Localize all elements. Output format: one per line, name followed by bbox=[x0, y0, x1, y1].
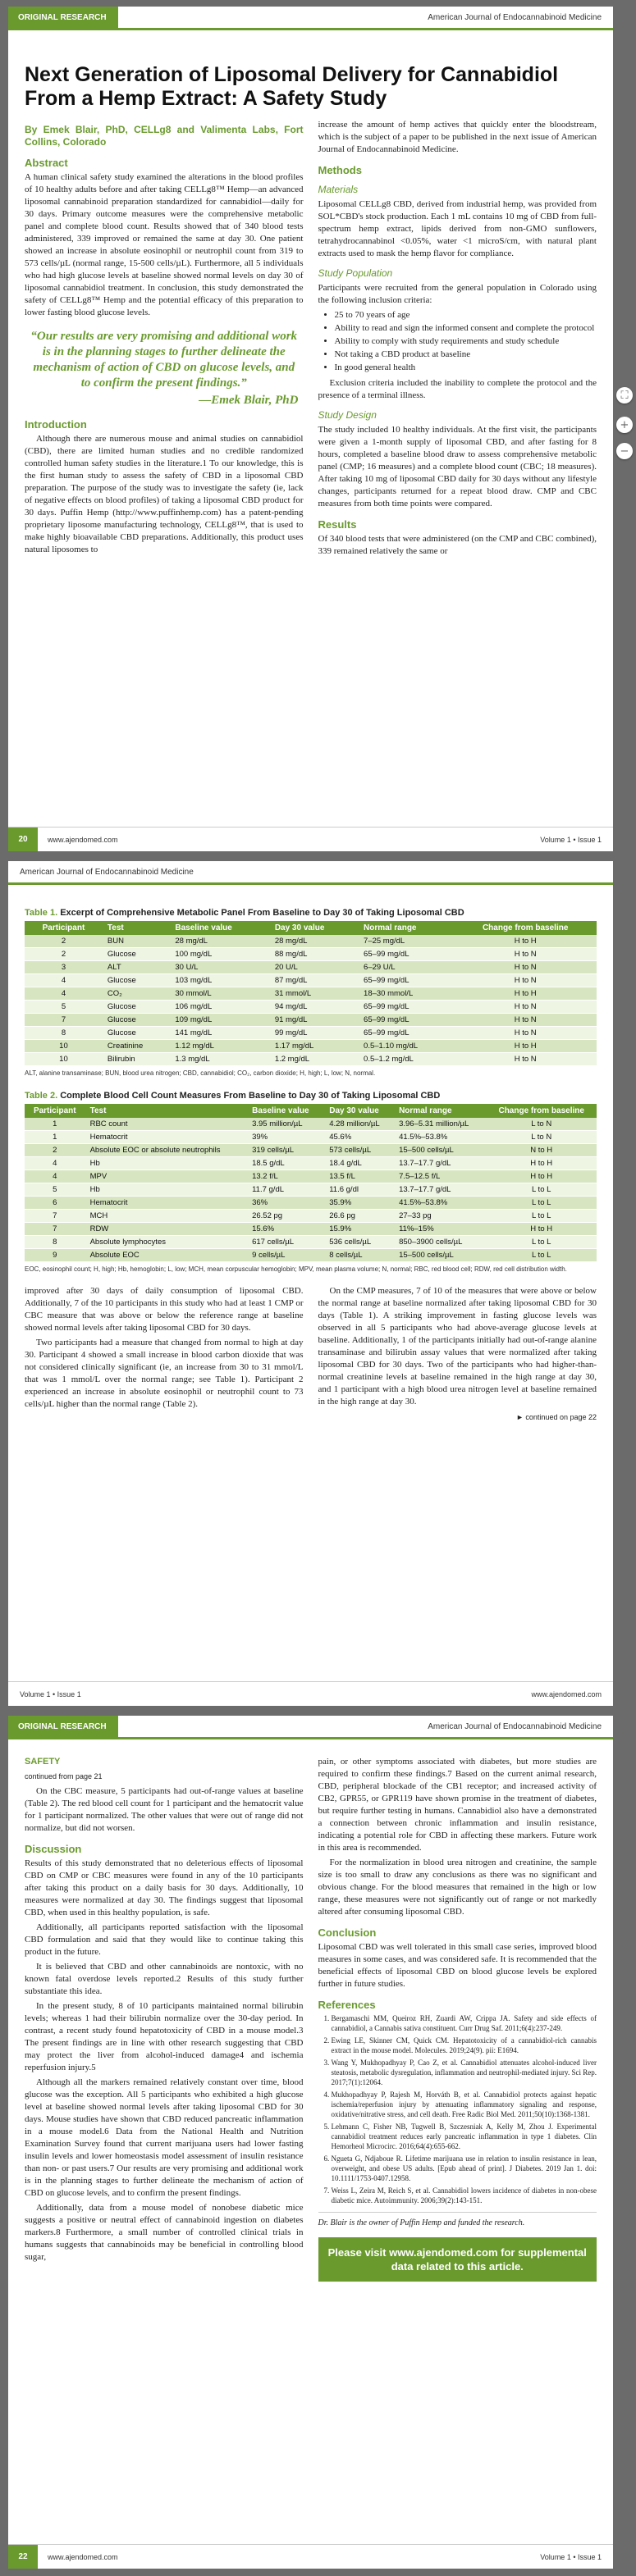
table-cell: 1.3 mg/dL bbox=[170, 1053, 269, 1066]
table-row bbox=[25, 1236, 597, 1249]
table1-label: Table 1. bbox=[25, 908, 58, 918]
table-row bbox=[25, 948, 597, 961]
table-cell: 4 bbox=[25, 1170, 85, 1183]
table-cell: 2 bbox=[25, 1144, 85, 1157]
table-cell: 26.52 pg bbox=[247, 1210, 324, 1223]
table-cell: 1.17 mg/dL bbox=[270, 1040, 359, 1053]
table-cell: 5 bbox=[25, 1001, 103, 1014]
results-continued: improved after 30 days of daily consumption of liposomal CBD. Additionally, 7 of the 10 participants in this study who had at least 1 CMP or CBC measure that was above or below the reference range at baseline showed normal levels after taking liposomal CBD for 30 days. bbox=[25, 1286, 304, 1333]
table-cell: 11%–15% bbox=[394, 1223, 486, 1236]
table-cell: 65–99 mg/dL bbox=[359, 1014, 454, 1027]
page-footer bbox=[8, 827, 613, 851]
table-cell: 11.6 g/dl bbox=[324, 1183, 394, 1197]
table-cell: 30 mmol/L bbox=[170, 987, 269, 1001]
left-column bbox=[25, 1285, 304, 1424]
right-column bbox=[318, 1285, 597, 1424]
inclusion-criteria-list bbox=[318, 309, 597, 374]
table-cell: 35.9% bbox=[324, 1197, 394, 1210]
page-20 bbox=[8, 7, 613, 851]
study-design-heading: Study Design bbox=[318, 409, 377, 421]
references-heading: References bbox=[318, 1999, 376, 2011]
discussion-p6: Additionally, data from a mouse model of nonobese diabetic mice suggests a positive or neutral effect of cannabinoid ingestion on diabetes markers.8 Furthermore, a small number of controlled clinical trials in humans suggests that cannabinoids may be beneficial in controlling blood sugar, bbox=[25, 2203, 304, 2262]
table-cell: 13.7–17.7 g/dL bbox=[394, 1157, 486, 1170]
table-cell: ALT bbox=[103, 961, 170, 974]
table2-caption bbox=[25, 1091, 597, 1101]
table-cell: H to H bbox=[486, 1223, 597, 1236]
table-cell: 9 cells/µL bbox=[247, 1249, 324, 1262]
list-item: • 25 to 70 years of age bbox=[335, 309, 597, 321]
results-heading: Results bbox=[318, 518, 357, 531]
table-row bbox=[25, 1183, 597, 1197]
methods-heading: Methods bbox=[318, 164, 362, 176]
table-row bbox=[25, 1210, 597, 1223]
table-cell: 11.7 g/dL bbox=[247, 1183, 324, 1197]
table-cell: RBC count bbox=[85, 1118, 248, 1131]
pull-quote-author: —Emek Blair, PhD bbox=[199, 394, 299, 407]
table-cell: 18.4 g/dL bbox=[324, 1157, 394, 1170]
table-cell: 0.5–1.10 mg/dL bbox=[359, 1040, 454, 1053]
table-cell: Glucose bbox=[103, 948, 170, 961]
list-item: • In good general health bbox=[335, 362, 597, 374]
discussion-p7: For the normalization in blood urea nitrogen and creatinine, the sample size is too small to draw any conclusions as there was no significant and obvious change. For the blood measures that remained in the high or low range, these measures were not significantly out of range or not markedly altered after consuming liposomal CBD. bbox=[318, 1858, 597, 1917]
table-cell: 20 U/L bbox=[270, 961, 359, 974]
table-cell: H to N bbox=[454, 961, 597, 974]
article-title: Next Generation of Liposomal Delivery for Cannabidiol From a Hemp Extract: A Safety Study bbox=[25, 63, 559, 110]
table-cell: H to N bbox=[454, 1027, 597, 1040]
table-cell: 28 mg/dL bbox=[170, 935, 269, 948]
table-cell: 15–500 cells/µL bbox=[394, 1144, 486, 1157]
table-cell: H to H bbox=[454, 935, 597, 948]
table-cell: Hematocrit bbox=[85, 1131, 248, 1144]
table-cell: H to H bbox=[486, 1170, 597, 1183]
table-cell: L to L bbox=[486, 1236, 597, 1249]
column-header: Baseline value bbox=[247, 1104, 324, 1118]
table-cell: L to L bbox=[486, 1210, 597, 1223]
introduction-heading: Introduction bbox=[25, 418, 87, 431]
table-cell: L to L bbox=[486, 1249, 597, 1262]
table-cell: RDW bbox=[85, 1223, 248, 1236]
table-cell: 30 U/L bbox=[170, 961, 269, 974]
table-cell: 9 bbox=[25, 1249, 85, 1262]
table-cell: 28 mg/dL bbox=[270, 935, 359, 948]
blood-count-table bbox=[25, 1104, 597, 1262]
table-cell: 27–33 pg bbox=[394, 1210, 486, 1223]
table-cell: L to L bbox=[486, 1197, 597, 1210]
table2-title: Complete Blood Cell Count Measures From Baseline to Day 30 of Taking Liposomal CBD bbox=[60, 1091, 441, 1101]
column-header: Day 30 value bbox=[324, 1104, 394, 1118]
table-row bbox=[25, 1001, 597, 1014]
table-cell: Absolute lymphocytes bbox=[85, 1236, 248, 1249]
pull-quote bbox=[30, 329, 299, 408]
page-number: 20 bbox=[8, 828, 38, 852]
left-column bbox=[25, 1756, 304, 2282]
table-cell: MPV bbox=[85, 1170, 248, 1183]
section-badge: ORIGINAL RESEARCH bbox=[8, 7, 118, 28]
table-cell: 15.9% bbox=[324, 1223, 394, 1236]
column-header: Day 30 value bbox=[270, 921, 359, 935]
table-row bbox=[25, 1053, 597, 1066]
list-item: • Not taking a CBD product at baseline bbox=[335, 349, 597, 361]
table-cell: H to N bbox=[454, 1014, 597, 1027]
discussion-p5: Although all the markers remained relatively constant over time, blood glucose was the exception. All 5 participants who exhibited a high glucose level at baseline showed normal levels after taking liposomal CBD for 30 days. Mouse studies have shown that CBD reduced pancreatic inflammation in a mouse model.6 Data from the National Health and Nutrition Examination Survey found that current marijuana users had lower fasting insulin levels and lower homeostasis model assessment of insulin resistance than non- or past users.7 Our results are very promising and additional work is in the planning stages to further delineate the mechanism of action of CBD on glucose levels, and to confirm the present findings. bbox=[25, 2077, 304, 2198]
table-cell: 7 bbox=[25, 1210, 85, 1223]
page-header bbox=[8, 7, 613, 28]
table-cell: 8 bbox=[25, 1027, 103, 1040]
fit-page-button[interactable]: ⛶ bbox=[616, 387, 633, 403]
continued-from: continued from page 21 bbox=[25, 1772, 103, 1780]
table-cell: 5 bbox=[25, 1183, 85, 1197]
intro-continued: increase the amount of hemp actives that quickly enter the bloodstream, which is the subject of a paper to be published in the next issue of American Journal of Endocannabinoid Medicine. bbox=[318, 120, 597, 154]
table-cell: 31 mmol/L bbox=[270, 987, 359, 1001]
references-list bbox=[318, 2013, 597, 2205]
table-cell: 4.28 million/µL bbox=[324, 1118, 394, 1131]
table-cell: 8 cells/µL bbox=[324, 1249, 394, 1262]
funding-note: Dr. Blair is the owner of Puffin Hemp and funded the research. bbox=[318, 2212, 597, 2229]
table-cell: H to N bbox=[454, 1001, 597, 1014]
table-cell: 91 mg/dL bbox=[270, 1014, 359, 1027]
column-header: Test bbox=[85, 1104, 248, 1118]
table-cell: 10 bbox=[25, 1053, 103, 1066]
left-column bbox=[25, 119, 304, 560]
table-cell: Glucose bbox=[103, 1014, 170, 1027]
journal-name: American Journal of Endocannabinoid Medicine bbox=[20, 867, 194, 877]
table-cell: 41.5%–53.8% bbox=[394, 1131, 486, 1144]
table-cell: 65–99 mg/dL bbox=[359, 948, 454, 961]
journal-name: American Journal of Endocannabinoid Medicine bbox=[428, 1721, 602, 1731]
footer-volume: Volume 1 • Issue 1 bbox=[540, 2552, 602, 2561]
table-row bbox=[25, 1040, 597, 1053]
continued-note: ► continued on page 22 bbox=[516, 1413, 597, 1421]
table-cell: 15–500 cells/µL bbox=[394, 1249, 486, 1262]
table-cell: Hb bbox=[85, 1183, 248, 1197]
column-header: Participant bbox=[25, 921, 103, 935]
table-cell: 109 mg/dL bbox=[170, 1014, 269, 1027]
table-row bbox=[25, 1170, 597, 1183]
table-cell: 7.5–12.5 f/L bbox=[394, 1170, 486, 1183]
table-cell: 65–99 mg/dL bbox=[359, 1001, 454, 1014]
table-row bbox=[25, 1144, 597, 1157]
table-cell: 100 mg/dL bbox=[170, 948, 269, 961]
footer-volume: Volume 1 • Issue 1 bbox=[20, 1689, 81, 1698]
table-cell: 1.12 mg/dL bbox=[170, 1040, 269, 1053]
page-number: 22 bbox=[8, 2545, 38, 2569]
results-text: Of 340 blood tests that were administered (on the CMP and CBC combined), 339 remained relatively the same or bbox=[318, 534, 597, 556]
table-cell: 39% bbox=[247, 1131, 324, 1144]
table-cell: 850–3900 cells/µL bbox=[394, 1236, 486, 1249]
table-cell: 88 mg/dL bbox=[270, 948, 359, 961]
table-row bbox=[25, 1223, 597, 1236]
discussion-p1: Results of this study demonstrated that no deleterious effects of liposomal CBD on CMP or CBC measures were found in any of the 10 participants after taking this product on a daily basis for 30 days. Additionally, 10 measures were normalized at day 30. The findings suggest that liposomal CBD, when used in this healthy population, is safe. bbox=[25, 1858, 304, 1917]
right-column bbox=[318, 1756, 597, 2282]
study-population-text: Participants were recruited from the general population in Colorado using the following inclusion criteria: bbox=[318, 283, 597, 305]
cbc-results: On the CBC measure, 5 participants had out-of-range values at baseline (Table 2). The red blood cell count for 1 participant and the hematocrit value for 1 participant normalized. The other values that were out of range did not normalize, but did not worsen. bbox=[25, 1786, 304, 1833]
discussion-p2: Additionally, all participants reported satisfaction with the liposomal CBD formulation and said that they would like to continue taking this product in the future. bbox=[25, 1922, 304, 1957]
table-cell: 13.7–17.7 g/dL bbox=[394, 1183, 486, 1197]
table-cell: 106 mg/dL bbox=[170, 1001, 269, 1014]
table-cell: H to N bbox=[454, 1053, 597, 1066]
table1-caption bbox=[25, 908, 597, 918]
table-cell: 41.5%–53.8% bbox=[394, 1197, 486, 1210]
table-cell: 15.6% bbox=[247, 1223, 324, 1236]
continued-text: continued on page 22 bbox=[525, 1413, 597, 1421]
table-cell: 4 bbox=[25, 1157, 85, 1170]
column-header: Baseline value bbox=[170, 921, 269, 935]
table-cell: Glucose bbox=[103, 1001, 170, 1014]
table-cell: 45.6% bbox=[324, 1131, 394, 1144]
discussion-continued: pain, or other symptoms associated with diabetes, but more studies are required to confirm these findings.7 Based on the current animal research, CBD, peripheral blockade of the CB1 receptor; and increased activity of CB2, GPR55, or GPR119 have shown promise in the treatment of diabetes, but require further testing in humans. Cannabidiol also have a demonstrated a connection between chronic inflammation and insulin resistance, indicating a potential role for CBD in affecting these markers. Future work in this area is recommended. bbox=[318, 1757, 597, 1853]
table-cell: 4 bbox=[25, 974, 103, 987]
table-row bbox=[25, 1014, 597, 1027]
table-row bbox=[25, 961, 597, 974]
table-cell: L to N bbox=[486, 1131, 597, 1144]
cmp-results: On the CMP measures, 7 of 10 of the measures that were above or below the normal range at baseline normalized after taking liposomal CBD for 30 days (Table 1). A striking improvement in fasting glucose levels was observed in all 5 participants who had above-average glucose levels at baseline. Additionally, 1 of the participants initially had out-of-range alanine transaminase and bilirubin assay values that were normalized after taking liposomal CBD for 30 days. Two of the participants who had higher-than-normal creatinine levels at baseline remained in the high range at day 30, and 1 participant with a high blood urea nitrogen level at baseline remained in the high range at day 30. bbox=[318, 1286, 597, 1407]
table-cell: 3.96–5.31 million/µL bbox=[394, 1118, 486, 1131]
table2-label: Table 2. bbox=[25, 1091, 58, 1101]
study-design-text: The study included 10 healthy individuals. At the first visit, the participants were given a 1-month supply of liposomal CBD, and after fasting for 8 hours, completed a baseline blood draw to assess comprehensive metabolic panel (CMP; 16 measures) and a complete blood count (CBC; 18 measures). After taking 10 mg of liposomal CBD daily for 30 days without any lifestyle changes, participants returned for a repeat blood draw. CMP and CBC measures from both time points were compared. bbox=[318, 425, 597, 508]
table-cell: Bilirubin bbox=[103, 1053, 170, 1066]
table-cell: 18.5 g/dL bbox=[247, 1157, 324, 1170]
table-cell: 1.2 mg/dL bbox=[270, 1053, 359, 1066]
table-cell: Absolute EOC bbox=[85, 1249, 248, 1262]
introduction-text: Although there are numerous mouse and animal studies on cannabidiol (CBD), there are limited human studies and no credible randomized controlled human safety studies in the literature.1 To our knowledge, this is the first human study to assess the safety of CBD in a liposomal CBD preparation. The purpose of the study was to investigate the safety (ie, lack of negative effects on blood profiles) of taking a liposomal CBD product for 30 days. Puffin Hemp (http://www.puffinhemp.com) has a patent-pending proprietary liposome manufacturing technology, CELLg8™, that is used to make highly bioavailable CBD preparations. Additionally, this product uses natural liposomes to bbox=[25, 434, 304, 554]
safety-heading: SAFETY bbox=[25, 1757, 61, 1767]
exclusion-text: Exclusion criteria included the inability to complete the protocol and the presence of a terminal illness. bbox=[318, 378, 597, 400]
table-cell: 36% bbox=[247, 1197, 324, 1210]
page-header bbox=[8, 861, 613, 882]
header-rule bbox=[8, 1737, 613, 1739]
table-cell: 65–99 mg/dL bbox=[359, 1027, 454, 1040]
table-cell: 99 mg/dL bbox=[270, 1027, 359, 1040]
reference-item: 3. Wang Y, Mukhopadhyay P, Cao Z, et al. Cannabidiol attenuates alcohol-induced liver steatosis, metabolic dysregulation, inflammation and neutrophil-mediated injury. Sci Rep. 2017;7(1):12064. bbox=[332, 2058, 597, 2087]
table-cell: 7 bbox=[25, 1223, 85, 1236]
column-header: Normal range bbox=[394, 1104, 486, 1118]
table-row bbox=[25, 1131, 597, 1144]
table-row bbox=[25, 935, 597, 948]
abstract-text: A human clinical safety study examined the alterations in the blood profiles of 10 healthy adults before and after taking CELLg8™ Hemp—an advanced liposomal cannabinoid preparation standardized for cannabidiol—daily for 30 days. Primary outcome measures were the comprehensive metabolic panel and complete blood count. Results showed that of 340 blood tests administered, 339 improved or remained the same at day 30. One patient showed an increase in absolute eosinophil or neutrophil count from 319 to 573 cells/µL (normal range, 15-500 cells/µL). Furthermore, all 5 individuals who had high glucose levels at baseline showed normal levels on day 30 of liposomal cannabidiol treatment. In conclusion, this study demonstrated the safety of CELLg8™ Hemp and the potential efficacy of this preparation to lower fasting blood glucose levels. bbox=[25, 172, 304, 317]
table-cell: 536 cells/µL bbox=[324, 1236, 394, 1249]
table-cell: Glucose bbox=[103, 974, 170, 987]
table-cell: 1 bbox=[25, 1118, 85, 1131]
table-row bbox=[25, 1197, 597, 1210]
page-22 bbox=[8, 1716, 613, 2569]
reference-item: 2. Ewing LE, Skinner CM, Quick CM. Hepatotoxicity of a cannabidiol-rich cannabis extract in the mouse model. Molecules. 2019;24(9). pii: E1694. bbox=[332, 2036, 597, 2055]
discussion-p3: It is believed that CBD and other cannabinoids are nontoxic, with no known fatal overdose levels reported.2 Results of this study further substantiate this idea. bbox=[25, 1962, 304, 1996]
table-cell: Glucose bbox=[103, 1027, 170, 1040]
table-cell: 6 bbox=[25, 1197, 85, 1210]
table-cell: 7–25 mg/dL bbox=[359, 935, 454, 948]
right-column bbox=[318, 119, 597, 560]
table-cell: 4 bbox=[25, 987, 103, 1001]
table-cell: 3.95 million/µL bbox=[247, 1118, 324, 1131]
table-cell: H to H bbox=[454, 1040, 597, 1053]
table1-footnote: ALT, alanine transaminase; BUN, blood urea nitrogen; CBD, cannabidiol; CO₂, carbon dioxide; H, high; L, low; N, normal. bbox=[25, 1069, 376, 1077]
table-cell: 2 bbox=[25, 935, 103, 948]
table-cell: L to L bbox=[486, 1183, 597, 1197]
column-header: Change from baseline bbox=[454, 921, 597, 935]
table-row bbox=[25, 1027, 597, 1040]
page-21 bbox=[8, 861, 613, 1706]
page-footer bbox=[8, 1681, 613, 1706]
table-cell: 617 cells/µL bbox=[247, 1236, 324, 1249]
abstract-heading: Abstract bbox=[25, 157, 68, 169]
table-cell: 141 mg/dL bbox=[170, 1027, 269, 1040]
footer-url[interactable]: www.ajendomed.com bbox=[48, 835, 118, 844]
table-cell: MCH bbox=[85, 1210, 248, 1223]
table-cell: 13.2 f/L bbox=[247, 1170, 324, 1183]
table-cell: L to N bbox=[486, 1118, 597, 1131]
table2-footnote: EOC, eosinophil count; H, high; Hb, hemoglobin; L, low; MCH, mean corpuscular hemoglobin; MPV, mean plasma volume; N, normal; RBC, red blood cell; RDW, red cell distribution width. bbox=[25, 1265, 567, 1273]
table-cell: Absolute EOC or absolute neutrophils bbox=[85, 1144, 248, 1157]
materials-heading: Materials bbox=[318, 184, 359, 195]
table-row bbox=[25, 1157, 597, 1170]
study-population-heading: Study Population bbox=[318, 267, 393, 279]
table-cell: 3 bbox=[25, 961, 103, 974]
table-cell: Creatinine bbox=[103, 1040, 170, 1053]
footer-url[interactable]: www.ajendomed.com bbox=[531, 1689, 602, 1698]
table-cell: Hematocrit bbox=[85, 1197, 248, 1210]
reference-item: 7. Weiss L, Zeira M, Reich S, et al. Cannabidiol lowers incidence of diabetes in non-obese diabetic mice. Autoimmunity. 2006;39(2):143-151. bbox=[332, 2186, 597, 2205]
page-footer bbox=[8, 2544, 613, 2569]
table-cell: 0.5–1.2 mg/dL bbox=[359, 1053, 454, 1066]
table-cell: 7 bbox=[25, 1014, 103, 1027]
table-cell: 65–99 mg/dL bbox=[359, 974, 454, 987]
table-cell: 8 bbox=[25, 1236, 85, 1249]
table-cell: 319 cells/µL bbox=[247, 1144, 324, 1157]
table-cell: 18–30 mmol/L bbox=[359, 987, 454, 1001]
reference-item: 5. Lehmann C, Fisher NB, Tugwell B, Szczesniak A, Kelly M, Zhou J. Experimental cannabidiol treatment reduces early pancreatic inflammation in type 1 diabetes. Clin Hemorheol Microcirc. 2016;64(4):655-662. bbox=[332, 2122, 597, 2151]
author-byline: By Emek Blair, PhD, CELLg8 and Valimenta Labs, Fort Collins, Colorado bbox=[25, 124, 304, 148]
table-cell: 94 mg/dL bbox=[270, 1001, 359, 1014]
supplemental-data-banner[interactable]: Please visit www.ajendomed.com for supplemental data related to this article. bbox=[318, 2237, 597, 2282]
reference-item: 4. Mukhopadhyay P, Rajesh M, Horváth B, et al. Cannabidiol protects against hepatic ischemia/reperfusion injury by attenuating inflammatory signaling and response, oxidative/nitrative stress, and cell death. Free Radic Biol Med. 2011;50(10):1368-1381. bbox=[332, 2090, 597, 2119]
table-cell: CO₂ bbox=[103, 987, 170, 1001]
discussion-p4: In the present study, 8 of 10 participants maintained normal bilirubin levels; whereas 1 had their bilirubin normalize over the 30-day period. In contrast, a recent study found hepatotoxicity of CBD in a mouse model.3 The present findings are in line with other research suggesting that CBD may protect the liver from alcohol-induced damage4 and ischemia reperfusion injury.5 bbox=[25, 2001, 304, 2072]
column-header: Participant bbox=[25, 1104, 85, 1118]
table1-title: Excerpt of Comprehensive Metabolic Panel From Baseline to Day 30 of Taking Liposomal CBD bbox=[60, 908, 464, 918]
table-cell: 2 bbox=[25, 948, 103, 961]
list-item: • Ability to comply with study requirements and study schedule bbox=[335, 335, 597, 348]
list-item: • Ability to read and sign the informed consent and complete the protocol bbox=[335, 322, 597, 335]
table-cell: BUN bbox=[103, 935, 170, 948]
header-rule bbox=[8, 882, 613, 885]
table-cell: 573 cells/µL bbox=[324, 1144, 394, 1157]
zoom-out-button[interactable]: − bbox=[616, 443, 633, 459]
table-row bbox=[25, 1118, 597, 1131]
discussion-heading: Discussion bbox=[25, 1843, 82, 1855]
table-cell: H to H bbox=[486, 1157, 597, 1170]
column-header: Normal range bbox=[359, 921, 454, 935]
table-row bbox=[25, 987, 597, 1001]
conclusion-text: Liposomal CBD was well tolerated in this small case series, improved blood measures in some cases, and was considered safe. It is recommended that the beneficial effects of liposomal CBD on blood glucose levels be explored further in future studies. bbox=[318, 1942, 597, 1989]
pull-quote-text: “Our results are very promising and additional work is in the planning stages to further delineate the mechanism of action of CBD on glucose levels, and to confirm the present findings.” bbox=[30, 330, 298, 390]
table-cell: 26.6 pg bbox=[324, 1210, 394, 1223]
table-row bbox=[25, 974, 597, 987]
section-badge: ORIGINAL RESEARCH bbox=[8, 1716, 118, 1737]
table-cell: 13.5 f/L bbox=[324, 1170, 394, 1183]
results-paragraph: Two participants had a measure that changed from normal to high at day 30. Participant 4 showed a small increase in blood carbon dioxide that was not considered clinically significant (ie, an increase from 30 to 31 mmol/L that was 1 mmol/L over the normal range; see Table 1). Participant 2 experienced an increase in absolute eosinophil or neutrophil count to 73 cells/µL higher than the normal range (Table 2). bbox=[25, 1338, 304, 1409]
footer-volume: Volume 1 • Issue 1 bbox=[540, 835, 602, 844]
table-cell: 87 mg/dL bbox=[270, 974, 359, 987]
table-cell: 10 bbox=[25, 1040, 103, 1053]
table-cell: H to N bbox=[454, 974, 597, 987]
table-cell: N to H bbox=[486, 1144, 597, 1157]
metabolic-panel-table bbox=[25, 921, 597, 1066]
page-header bbox=[8, 1716, 613, 1737]
conclusion-heading: Conclusion bbox=[318, 1926, 377, 1939]
footer-url[interactable]: www.ajendomed.com bbox=[48, 2552, 118, 2561]
table-cell: H to H bbox=[454, 987, 597, 1001]
table-cell: 103 mg/dL bbox=[170, 974, 269, 987]
journal-name: American Journal of Endocannabinoid Medicine bbox=[428, 12, 602, 22]
table-cell: 1 bbox=[25, 1131, 85, 1144]
column-header: Change from baseline bbox=[486, 1104, 597, 1118]
zoom-in-button[interactable]: + bbox=[616, 417, 633, 433]
materials-text: Liposomal CELLg8 CBD, derived from industrial hemp, was provided from SOL*CBD's stock production. Each 1 mL contains 10 mg of CBD from full-spectrum hemp extract, lipids derived from non-GMO sunflowers, tetrahydrocannabinol <0.05%, water <1 microS/cm, with natural plant extracts used to mask the hemp flavor for compliance. bbox=[318, 199, 597, 258]
table-cell: 6–29 U/L bbox=[359, 961, 454, 974]
reference-item: 6. Ngueta G, Ndjaboue R. Lifetime marijuana use in relation to insulin resistance in lean, overweight, and obese US adults. [Epub ahead of print]. J Diabetes. 2019 Jan 1. doi: 10.1111/1753-0407.12958. bbox=[332, 2154, 597, 2183]
reference-item: 1. Bergamaschi MM, Queiroz RH, Zuardi AW, Crippa JA. Safety and side effects of cannabidiol, a Cannabis sativa constituent. Curr Drug Saf. 2011;6(4):237-249. bbox=[332, 2013, 597, 2033]
table-cell: H to N bbox=[454, 948, 597, 961]
column-header: Test bbox=[103, 921, 170, 935]
table-cell: Hb bbox=[85, 1157, 248, 1170]
table-row bbox=[25, 1249, 597, 1262]
